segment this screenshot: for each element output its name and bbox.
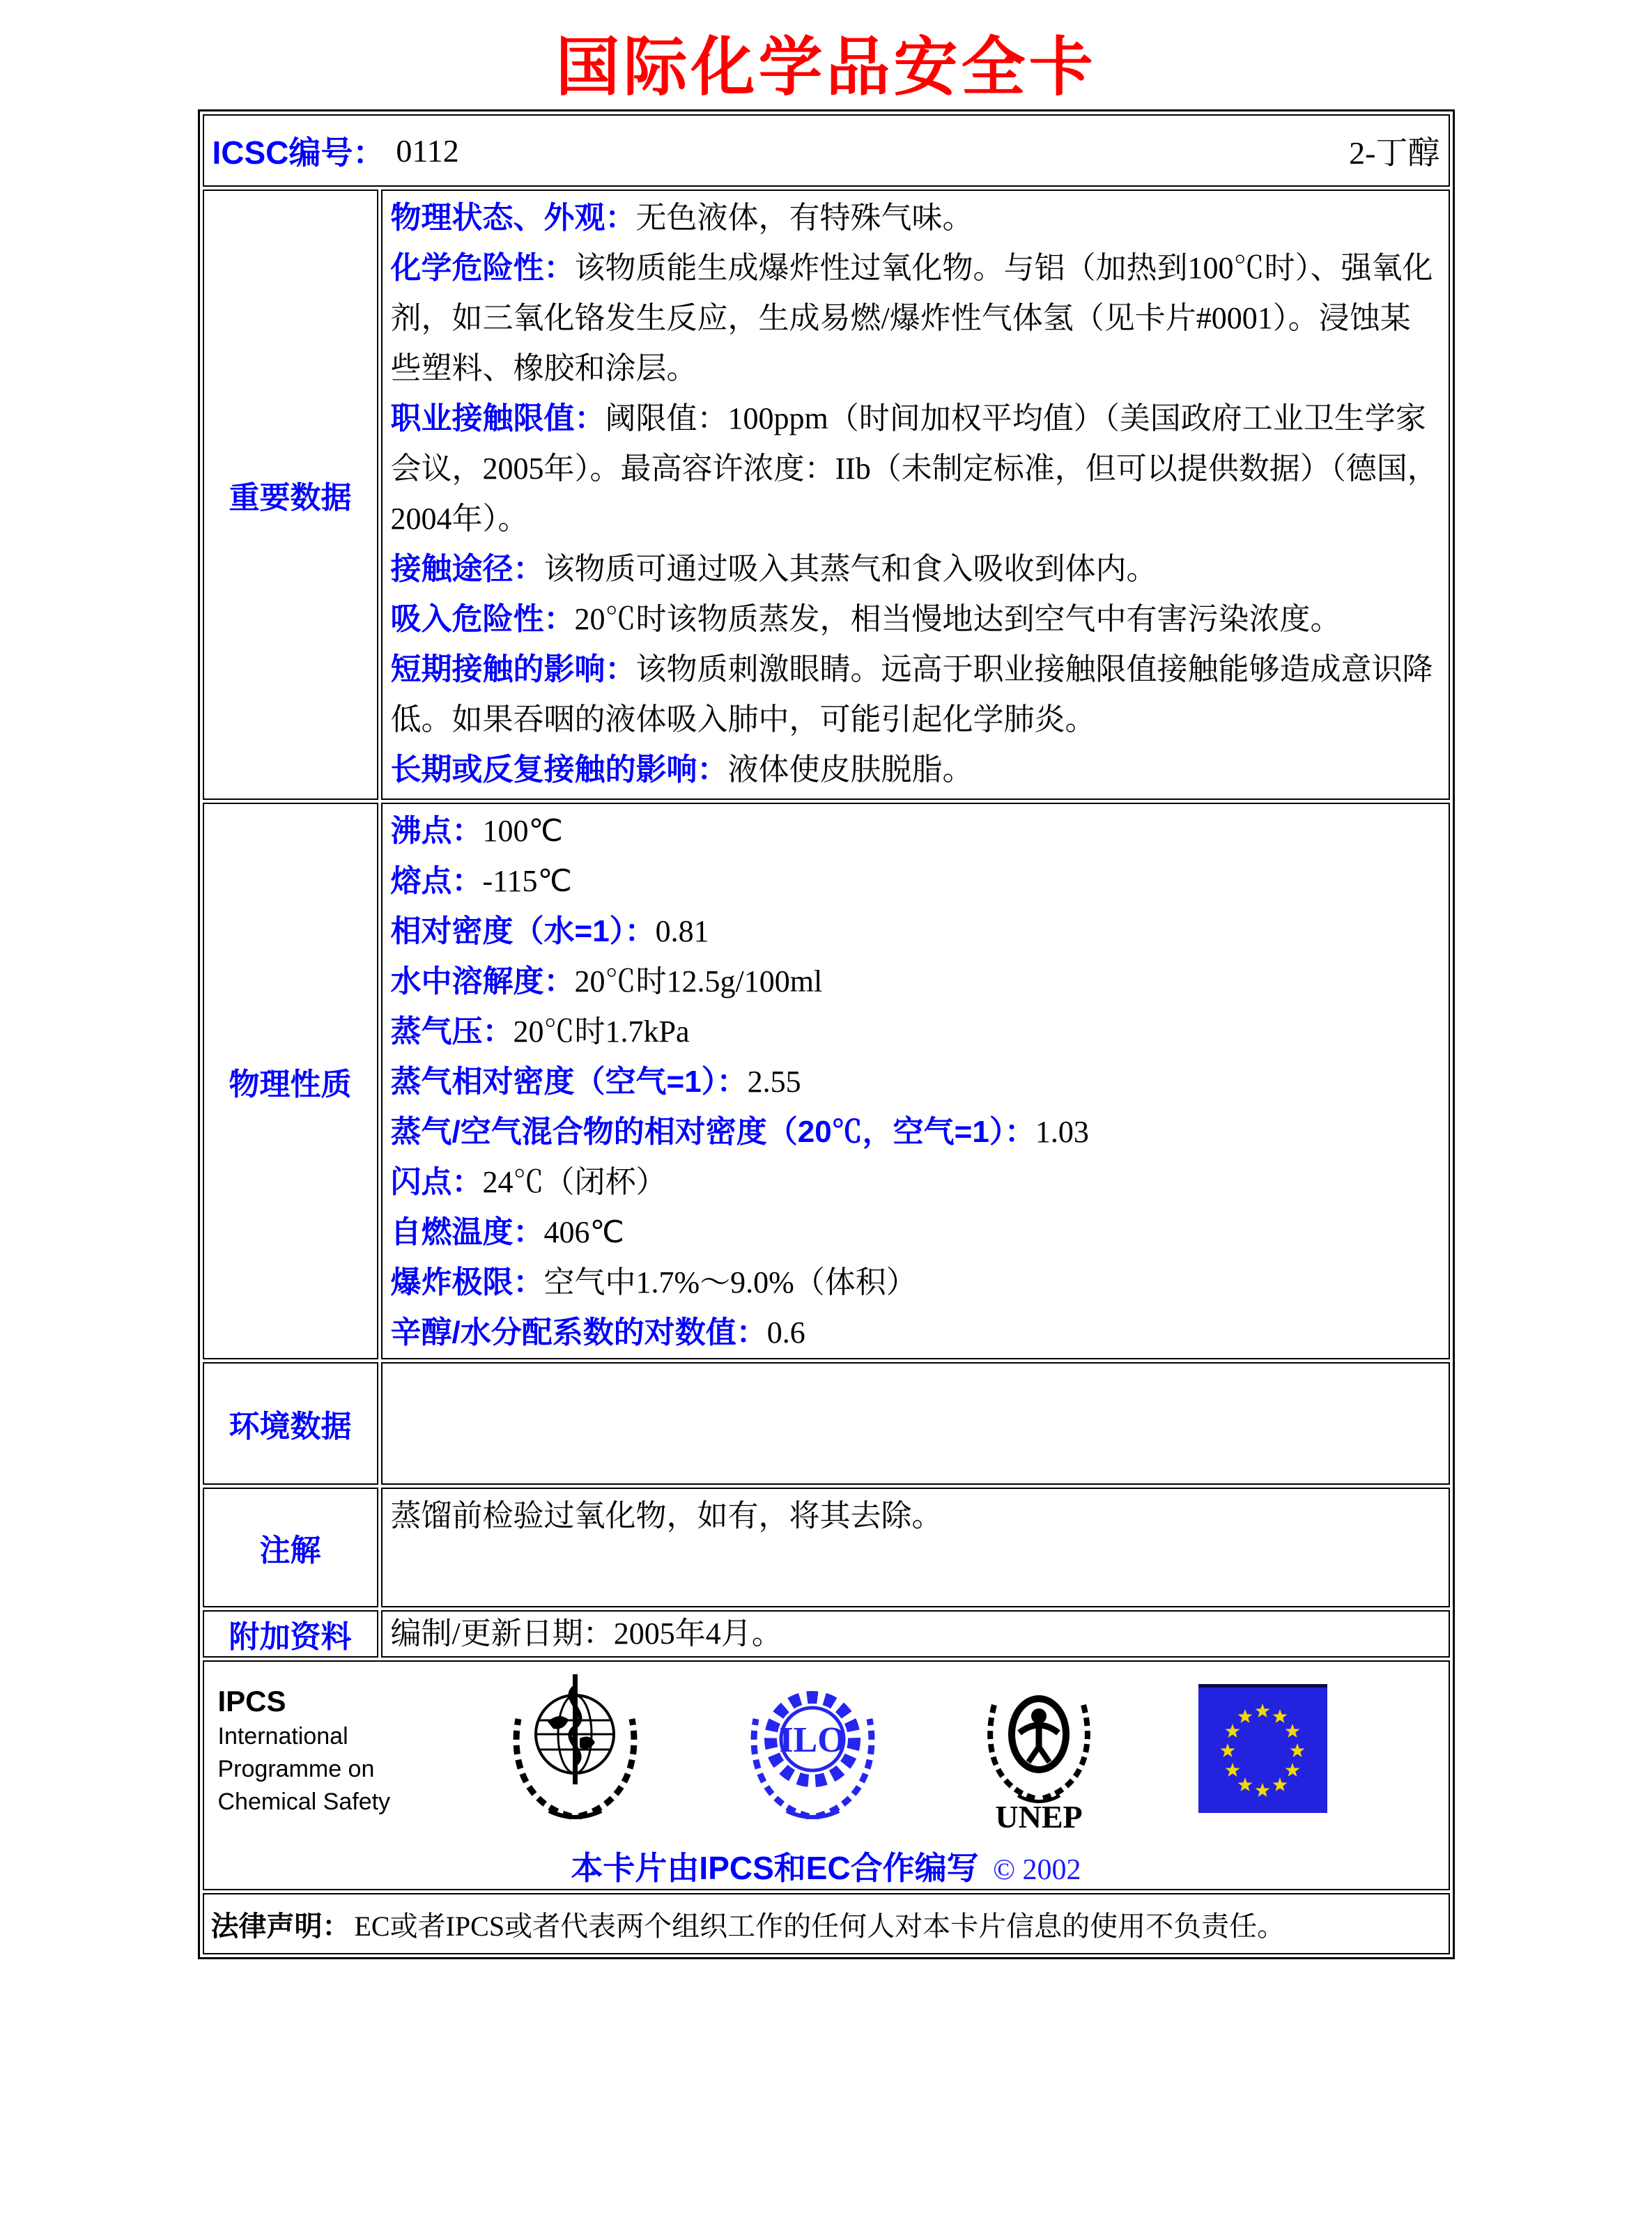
page-title: 国际化学品安全卡 <box>555 32 1097 103</box>
field-item <box>391 957 1440 1007</box>
ilo-logo-icon <box>745 1673 881 1823</box>
logos-row <box>218 1673 1327 1833</box>
field-item <box>391 243 1440 394</box>
field-label: 物理状态、外观： <box>390 201 636 236</box>
field-text: 该物质刺激眼睛。远高于职业接触限值接触能够造成意识降低。如果吞咽的液体吸入肺中，可能引起化学肺炎。 <box>390 652 1433 737</box>
physical-properties-row <box>203 803 1450 1359</box>
section-content-notes: 蒸馏前检验过氧化物，如有，将其去除。 <box>381 1488 1450 1607</box>
field-item <box>391 193 1440 243</box>
section-label-physical: 物理性质 <box>203 803 378 1359</box>
field-item <box>391 394 1440 544</box>
field-item <box>391 544 1440 594</box>
footer-caption-row <box>214 1843 1439 1889</box>
field-label: 自燃温度： <box>390 1215 544 1250</box>
field-label: 化学危险性： <box>390 251 575 286</box>
section-content-physical <box>381 803 1450 1359</box>
field-text: 0.81 <box>655 914 709 949</box>
footer-cell <box>203 1660 1450 1890</box>
ipcs-block <box>218 1683 406 1819</box>
field-item <box>391 745 1440 795</box>
field-text: 0.6 <box>766 1315 805 1350</box>
field-label: 短期接触的影响： <box>390 652 636 687</box>
field-label: 熔点： <box>390 864 483 899</box>
field-text: 液体使皮肤脱脂。 <box>727 752 973 787</box>
additional-info-row <box>203 1610 1450 1658</box>
field-text: 无色液体，有特殊气味。 <box>635 201 973 236</box>
unep-logo-text: UNEP <box>995 1799 1083 1834</box>
icsc-number-label: ICSC编号： <box>212 134 385 171</box>
ipcs-subtitle-line: Programme on <box>217 1756 375 1783</box>
field-item <box>391 1258 1440 1308</box>
section-label-environment: 环境数据 <box>203 1362 378 1485</box>
field-item <box>391 1207 1440 1258</box>
icsc-number-value: 0112 <box>396 132 459 169</box>
footer-copyright: © 2002 <box>993 1854 1081 1887</box>
important-data-row <box>203 190 1450 800</box>
field-text: 24℃（闭杯） <box>482 1165 667 1200</box>
section-label-additional: 附加资料 <box>203 1610 378 1658</box>
field-label: 水中溶解度： <box>390 964 575 999</box>
who-logo-icon <box>507 1673 643 1823</box>
ipcs-subtitle-line: International <box>217 1723 348 1750</box>
field-label: 沸点： <box>390 814 483 849</box>
field-text: 该物质能生成爆炸性过氧化物。与铝（加热到100℃时）、强氧化剂，如三氧化铬发生反应，生成易燃/爆炸性气体氢（见卡片#0001）。浸蚀某些塑料、橡胶和涂层。 <box>390 251 1433 386</box>
field-text: 该物质可通过吸入其蒸气和食入吸收到体内。 <box>543 552 1157 587</box>
field-label: 长期或反复接触的影响： <box>390 752 728 787</box>
ipcs-title: IPCS <box>217 1685 286 1718</box>
legal-text: EC或者IPCS或者代表两个组织工作的任何人对本卡片信息的使用不负责任。 <box>354 1910 1286 1942</box>
field-text: 2.55 <box>747 1065 801 1099</box>
field-item <box>391 1007 1440 1057</box>
field-text: 20℃时该物质蒸发，相当慢地达到空气中有害污染浓度。 <box>574 602 1341 637</box>
legal-cell <box>203 1893 1450 1954</box>
field-label: 辛醇/水分配系数的对数值： <box>390 1315 767 1350</box>
section-label-notes: 注解 <box>203 1488 378 1607</box>
field-label: 相对密度（水=1）： <box>390 914 656 949</box>
field-item <box>391 1057 1440 1107</box>
field-item <box>391 594 1440 644</box>
section-label-important: 重要数据 <box>203 190 378 800</box>
field-text: 100℃ <box>482 814 563 849</box>
field-item <box>391 806 1440 856</box>
field-label: 蒸气相对密度（空气=1）： <box>390 1065 748 1099</box>
field-text: 空气中1.7%～9.0%（体积） <box>543 1265 917 1300</box>
field-label: 闪点： <box>390 1165 483 1200</box>
field-item <box>391 1107 1440 1157</box>
notes-row <box>203 1488 1450 1607</box>
ipcs-subtitle-line: Chemical Safety <box>217 1789 391 1816</box>
chemical-name: 2-丁醇 <box>1349 135 1440 171</box>
field-label: 接触途径： <box>390 552 544 587</box>
field-item <box>391 906 1440 957</box>
field-label: 爆炸极限： <box>390 1265 544 1300</box>
field-text: 1.03 <box>1035 1115 1089 1150</box>
environmental-data-row <box>203 1362 1450 1485</box>
section-content-important <box>381 190 1450 800</box>
field-label: 蒸气/空气混合物的相对密度（20℃，空气=1）： <box>390 1115 1035 1150</box>
field-text: 20℃时12.5g/100ml <box>574 964 823 999</box>
legal-row <box>203 1893 1450 1954</box>
field-text: 20℃时1.7kPa <box>513 1014 690 1049</box>
icsc-header-cell <box>203 114 1450 187</box>
footer-caption: 本卡片由IPCS和EC合作编写 <box>571 1850 979 1887</box>
field-item <box>391 1157 1440 1207</box>
field-item <box>391 644 1440 745</box>
section-content-environment <box>381 1362 1450 1485</box>
legal-label: 法律声明： <box>210 1910 350 1942</box>
footer-row <box>203 1660 1450 1890</box>
field-label: 蒸气压： <box>390 1014 514 1049</box>
svg-text:ILO: ILO <box>778 1720 846 1761</box>
section-content-additional: 编制/更新日期：2005年4月。 <box>381 1610 1450 1658</box>
field-label: 职业接触限值： <box>390 401 605 436</box>
field-text: 阈限值：100ppm（时间加权平均值）（美国政府工业卫生学家会议，2005年）。最高容许浓度：IIb（未制定标准，但可以提供数据）（德国，2004年）。 <box>390 401 1438 536</box>
field-text: -115℃ <box>482 864 572 899</box>
eu-flag-icon <box>1198 1684 1327 1818</box>
field-item <box>391 1308 1440 1358</box>
field-item <box>391 856 1440 906</box>
icsc-number-row <box>203 114 1450 187</box>
unep-logo-icon <box>982 1673 1097 1833</box>
field-text: 406℃ <box>543 1215 624 1250</box>
field-label: 吸入危险性： <box>390 602 575 637</box>
icsc-card-table <box>198 109 1455 1959</box>
